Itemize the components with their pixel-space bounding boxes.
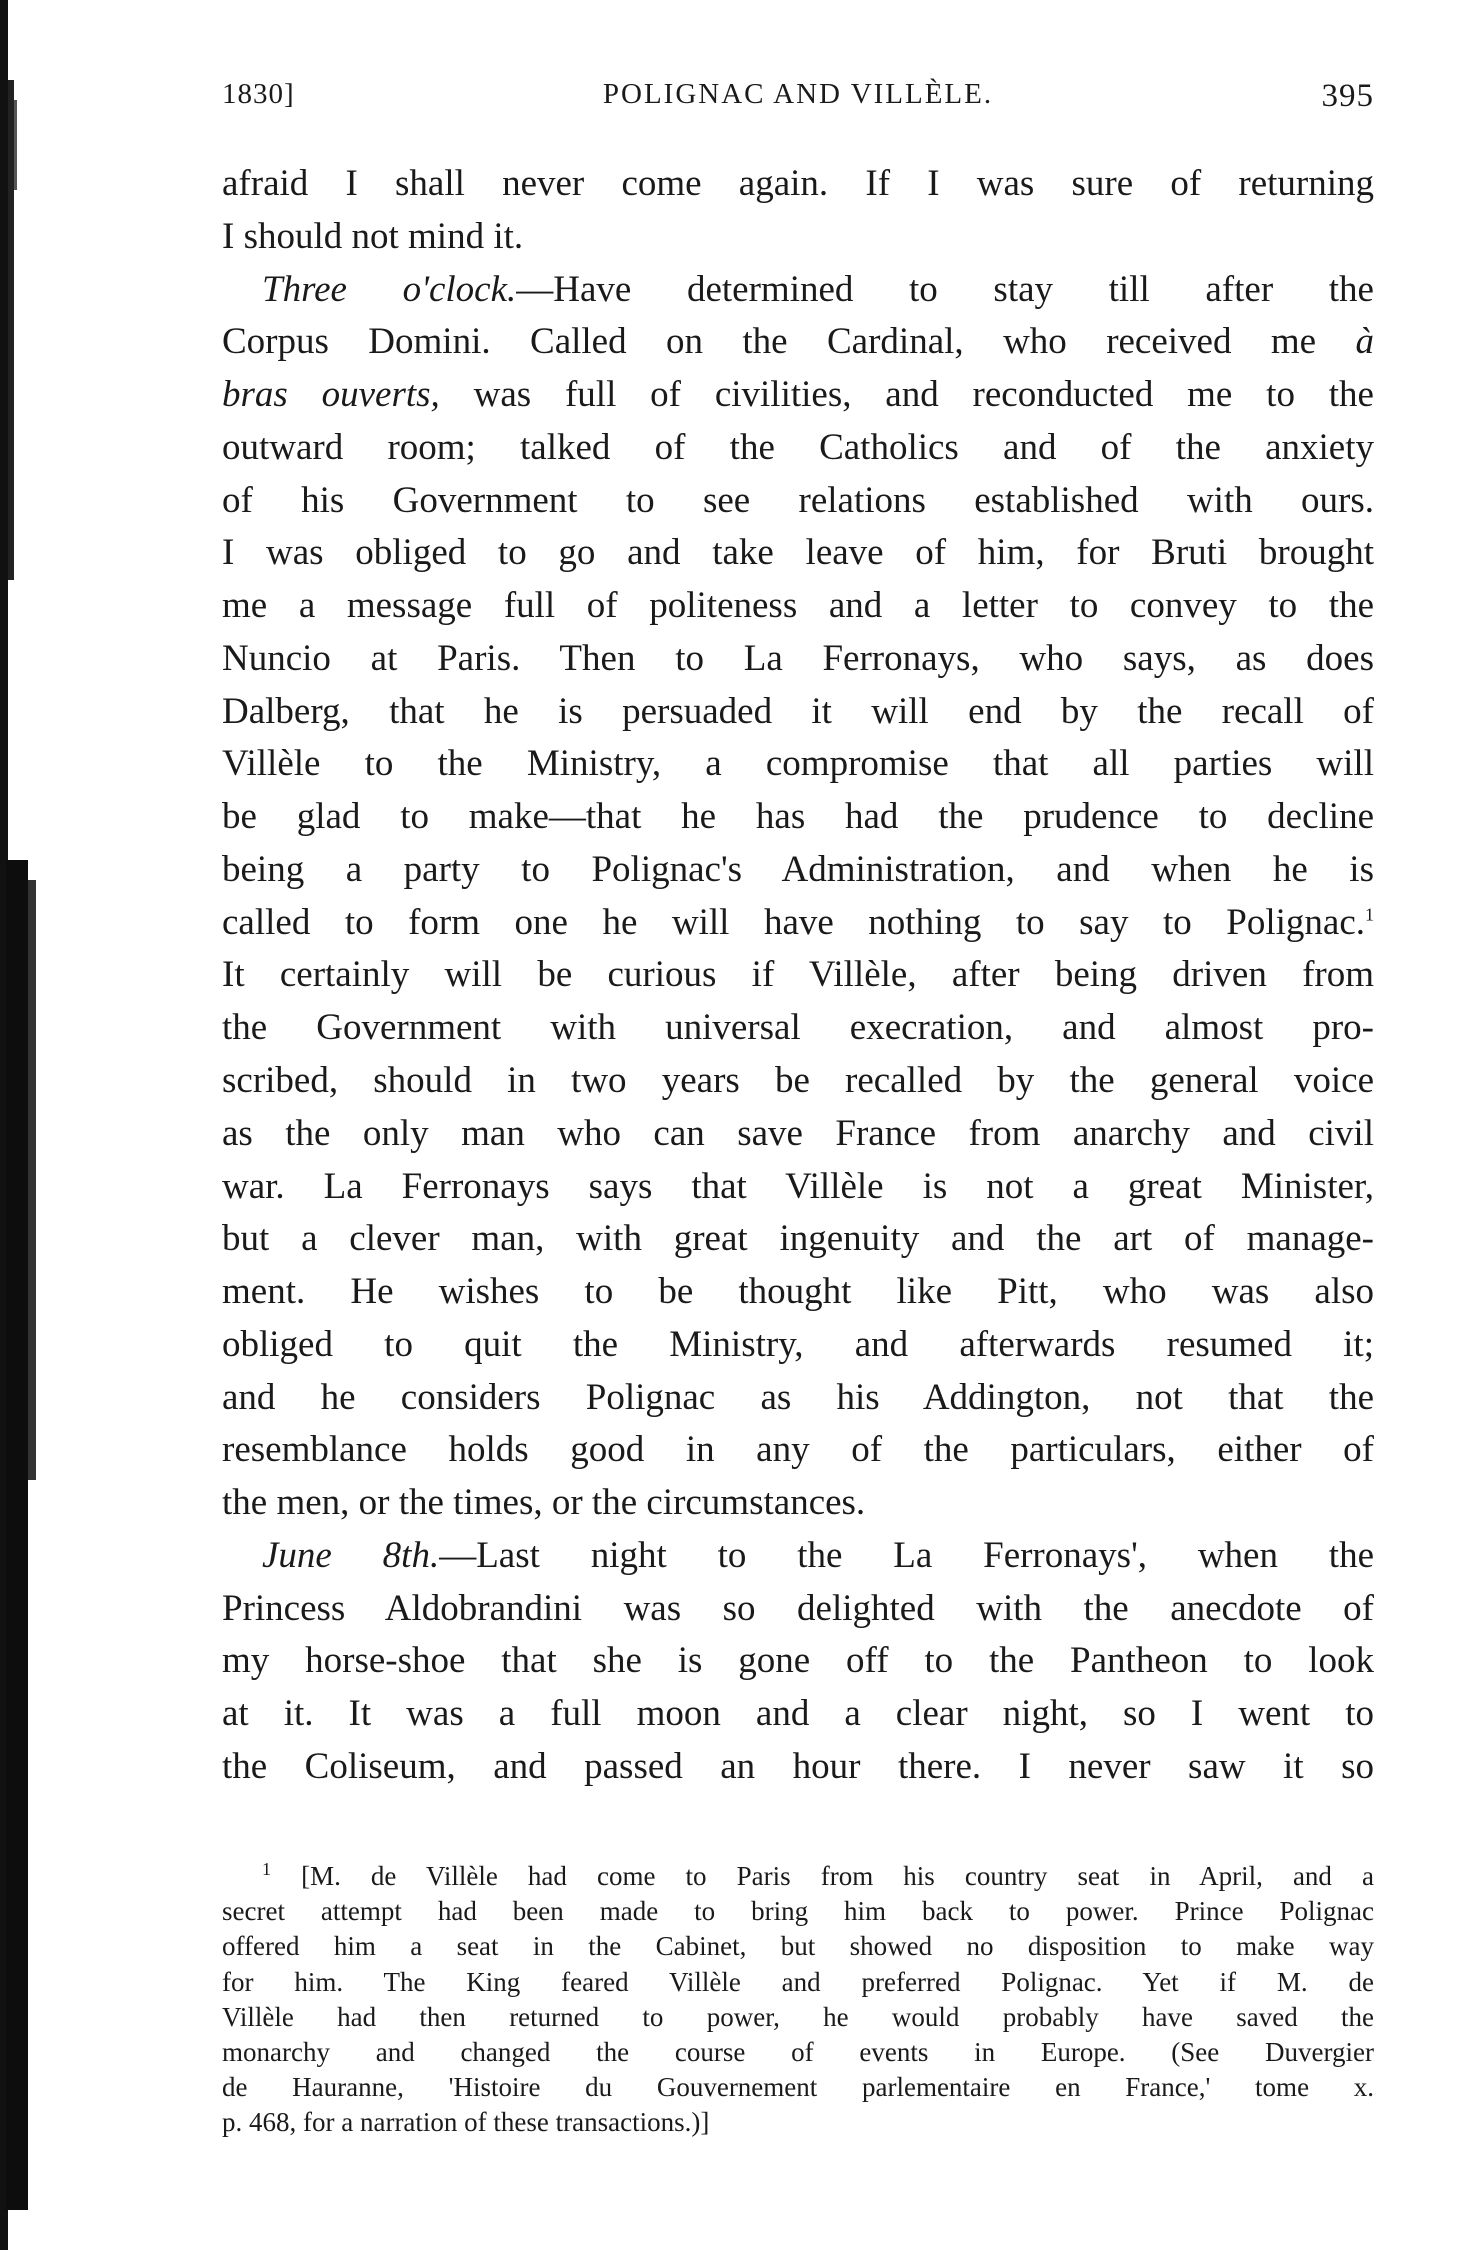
text-run: de Hauranne, 'Histoire du Gouvernement parlementaire en France,' tome x.	[222, 2072, 1374, 2103]
text-run: being a party to Polignac's Administration, and when he is	[222, 848, 1374, 890]
page-number: 395	[1321, 78, 1374, 114]
text-run: [M. de Villèle had come to Paris from his country seat in April, and a	[271, 1861, 1374, 1891]
text-run: for him. The King feared Villèle and preferred Polignac. Yet if M. de	[222, 1966, 1374, 1997]
text-line	[222, 897, 1374, 950]
text-line	[222, 1108, 1374, 1161]
text-line	[222, 1055, 1374, 1108]
footnote	[222, 1859, 1374, 2141]
text-run: Nuncio at Paris. Then to La Ferronays, who says, as does	[222, 637, 1374, 679]
text-run: and he considers Polignac as his Addington, not that the	[222, 1376, 1374, 1418]
italic-text: bras ouverts,	[222, 374, 440, 416]
text-run: war. La Ferronays says that Villèle is not a great Minister,	[222, 1165, 1374, 1207]
footnote-line	[222, 2000, 1374, 2035]
text-run: afraid I shall never come again. If I was sure of returning	[222, 163, 1374, 204]
text-run: as the only man who can save France from anarchy and civil	[222, 1112, 1374, 1154]
text-run: the Coliseum, and passed an hour there. I never saw it so	[222, 1745, 1374, 1787]
footnote-line	[222, 2105, 1374, 2140]
header-title: POLIGNAC AND VILLÈLE.	[602, 78, 994, 110]
text-run: the men, or the times, or the circumstances.	[222, 1482, 866, 1524]
text-run: —Last night to the La Ferronays', when the	[439, 1534, 1374, 1576]
text-run: resemblance holds good in any of the particulars, either of	[222, 1429, 1374, 1471]
text-run: my horse-shoe that she is gone off to the Pantheon to look	[222, 1640, 1374, 1682]
text-line	[222, 158, 1374, 211]
text-line	[222, 1372, 1374, 1425]
text-line	[222, 1319, 1374, 1372]
footnote-line	[222, 1929, 1374, 1964]
text-line	[222, 316, 1374, 369]
text-line	[222, 1741, 1374, 1794]
footnote-marker: 1	[262, 1859, 271, 1879]
text-line	[222, 1161, 1374, 1214]
text-line	[222, 1266, 1374, 1319]
text-run: obliged to quit the Ministry, and afterwards resumed it;	[222, 1323, 1374, 1365]
text-line	[222, 791, 1374, 844]
text-line	[222, 422, 1374, 475]
text-line	[222, 1688, 1374, 1741]
text-line	[222, 580, 1374, 633]
text-run: but a clever man, with great ingenuity and the art of manage-	[222, 1218, 1374, 1260]
footnote-line	[222, 2035, 1374, 2070]
text-line	[222, 475, 1374, 528]
text-line	[222, 844, 1374, 897]
footnote-line	[222, 2070, 1374, 2105]
text-line	[222, 1635, 1374, 1688]
text-line	[222, 1583, 1374, 1636]
page-binding-edge	[0, 0, 48, 2250]
text-line	[222, 211, 1374, 264]
text-line	[222, 738, 1374, 791]
footnote-marker: 1	[1365, 904, 1374, 925]
italic-text: Three o'clock.	[262, 268, 517, 310]
text-run: I was obliged to go and take leave of him, for Bruti brought	[222, 532, 1374, 574]
text-run: p. 468, for a narration of these transactions.)]	[222, 2107, 710, 2138]
text-run: ment. He wishes to be thought like Pitt, who was also	[222, 1271, 1374, 1313]
footnote-line	[222, 1894, 1374, 1929]
text-run: Villèle had then returned to power, he would probably have saved the	[222, 2001, 1374, 2032]
text-run: secret attempt had been made to bring him back to power. Prince Polignac	[222, 1896, 1374, 1927]
footnote-line	[222, 1859, 1374, 1894]
text-line	[222, 949, 1374, 1002]
text-run: Dalberg, that he is persuaded it will end by the recall of	[222, 690, 1374, 732]
text-line	[222, 527, 1374, 580]
text-run: monarchy and changed the course of events in Europe. (See Duvergier	[222, 2036, 1374, 2067]
body-text	[222, 158, 1374, 1794]
text-run: of his Government to see relations established with ours.	[222, 479, 1374, 521]
text-run: called to form one he will have nothing to say to Polignac.	[222, 901, 1365, 943]
text-line	[222, 369, 1374, 422]
text-line	[222, 633, 1374, 686]
text-run: It certainly will be curious if Villèle, after being driven from	[222, 954, 1374, 996]
text-run: offered him a seat in the Cabinet, but showed no disposition to make way	[222, 1931, 1374, 1962]
text-run: me a message full of politeness and a letter to convey to the	[222, 585, 1374, 627]
text-run: the Government with universal execration, and almost pro-	[222, 1007, 1374, 1049]
text-run: I should not mind it.	[222, 215, 524, 257]
text-run: be glad to make—that he has had the prudence to decline	[222, 796, 1374, 838]
text-line	[222, 1424, 1374, 1477]
text-line	[222, 1002, 1374, 1055]
text-run: scribed, should in two years be recalled by the general voice	[222, 1060, 1374, 1102]
text-run: Princess Aldobrandini was so delighted with the anecdote of	[222, 1587, 1374, 1629]
text-run: was full of civilities, and reconducted me to the	[439, 374, 1374, 416]
text-run: Corpus Domini. Called on the Cardinal, who received me	[222, 321, 1356, 363]
text-line	[222, 1213, 1374, 1266]
italic-text: June 8th.	[262, 1534, 440, 1576]
text-line	[222, 686, 1374, 739]
text-line	[222, 1477, 1374, 1530]
text-line	[222, 264, 1374, 317]
text-run: at it. It was a full moon and a clear night, so I went to	[222, 1693, 1374, 1735]
text-run: —Have determined to stay till after the	[516, 268, 1374, 310]
footnote-line	[222, 1965, 1374, 2000]
text-run: Villèle to the Ministry, a compromise that all parties will	[222, 743, 1374, 785]
text-line	[222, 1530, 1374, 1583]
italic-text: à	[1355, 321, 1374, 363]
text-run: outward room; talked of the Catholics and of the anxiety	[222, 426, 1374, 468]
running-header	[222, 78, 1374, 122]
header-year: 1830]	[222, 78, 295, 110]
